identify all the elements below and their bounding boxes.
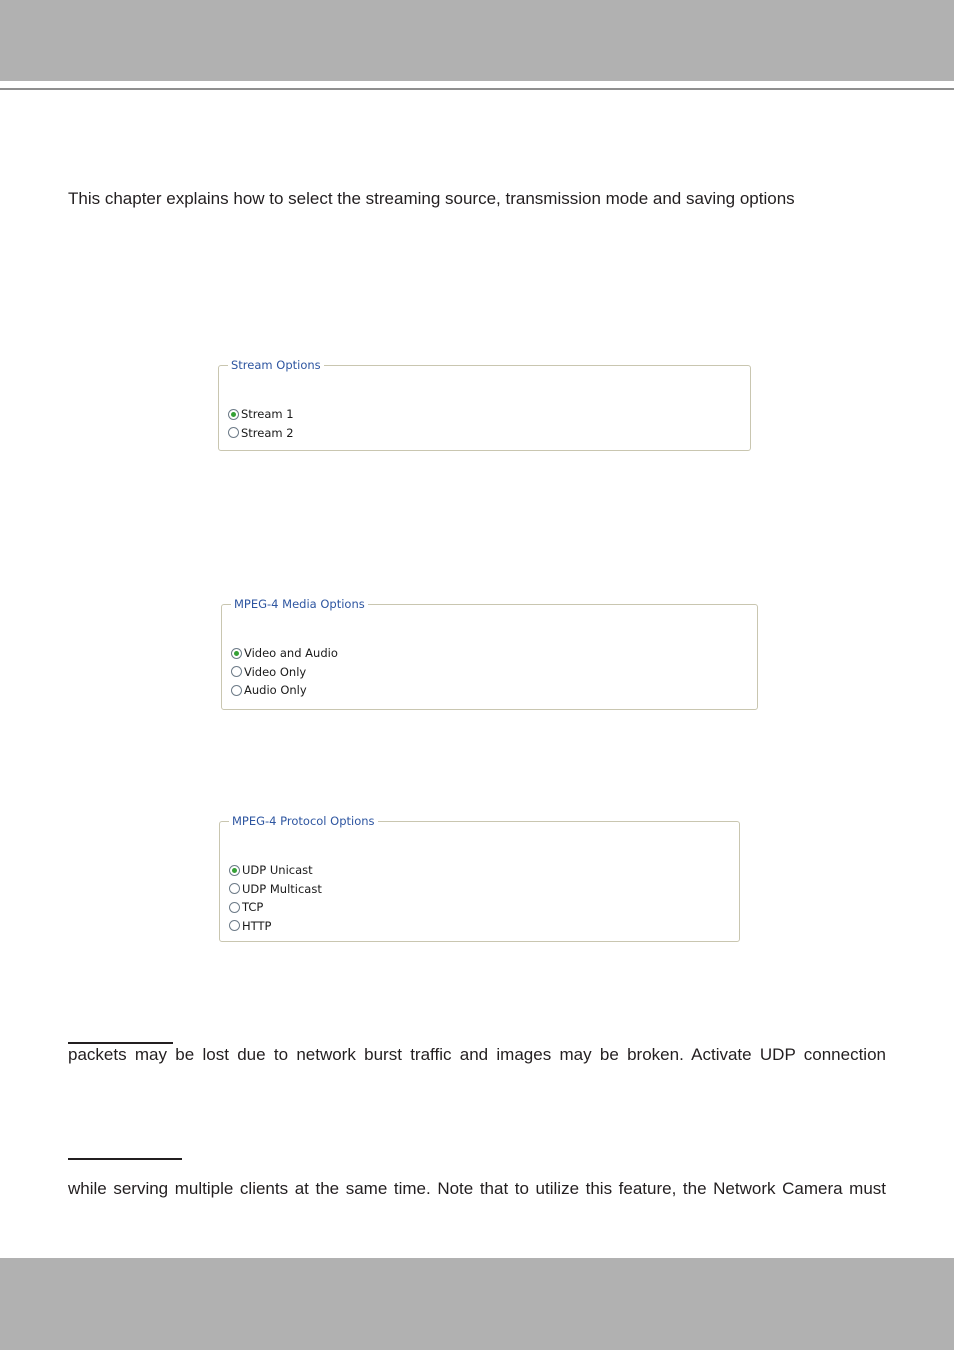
radio-udp-unicast[interactable]: [229, 861, 322, 880]
radio-udp-multicast[interactable]: [229, 880, 322, 899]
radio-selected-icon[interactable]: [231, 648, 242, 659]
header-bar: [0, 0, 954, 81]
radio-unselected-icon[interactable]: [229, 902, 240, 913]
radio-stream-1[interactable]: [228, 405, 294, 424]
protocol-options-legend: MPEG-4 Protocol Options: [232, 814, 375, 828]
radio-label: Stream 1: [241, 407, 294, 422]
radio-video-and-audio[interactable]: [231, 644, 338, 663]
radio-label: HTTP: [242, 918, 272, 933]
radio-video-only[interactable]: [231, 663, 338, 682]
multicast-paragraph: while serving multiple clients at the same time. Note that to utilize this feature, the Network Camera must: [68, 1179, 886, 1198]
stream-options-legend: Stream Options: [231, 358, 321, 372]
radio-label: Video and Audio: [244, 646, 338, 661]
radio-label: TCP: [242, 900, 264, 915]
protocol-options-panel: [219, 814, 740, 942]
radio-unselected-icon[interactable]: [229, 883, 240, 894]
radio-stream-2[interactable]: [228, 424, 294, 443]
radio-label: UDP Multicast: [242, 881, 322, 896]
media-options-legend: MPEG-4 Media Options: [234, 597, 365, 611]
radio-label: Stream 2: [241, 425, 294, 440]
media-options-panel: [221, 597, 758, 710]
footer-bar: [0, 1258, 954, 1350]
radio-unselected-icon[interactable]: [231, 666, 242, 677]
radio-label: UDP Unicast: [242, 863, 313, 878]
radio-audio-only[interactable]: [231, 681, 338, 700]
udp-paragraph: packets may be lost due to network burst traffic and images may be broken. Activate UDP connection: [68, 1045, 886, 1064]
radio-unselected-icon[interactable]: [228, 427, 239, 438]
radio-unselected-icon[interactable]: [229, 920, 240, 931]
radio-label: Audio Only: [244, 683, 307, 698]
radio-tcp[interactable]: [229, 898, 322, 917]
radio-selected-icon[interactable]: [229, 865, 240, 876]
radio-http[interactable]: [229, 917, 322, 936]
header-divider: [0, 88, 954, 90]
intro-paragraph: This chapter explains how to select the streaming source, transmission mode and saving options: [68, 189, 795, 208]
udp-heading-underline: [68, 1042, 173, 1044]
radio-label: Video Only: [244, 664, 307, 679]
stream-options-panel: [218, 358, 751, 451]
multicast-heading-underline: [68, 1158, 182, 1160]
radio-selected-icon[interactable]: [228, 409, 239, 420]
radio-unselected-icon[interactable]: [231, 685, 242, 696]
